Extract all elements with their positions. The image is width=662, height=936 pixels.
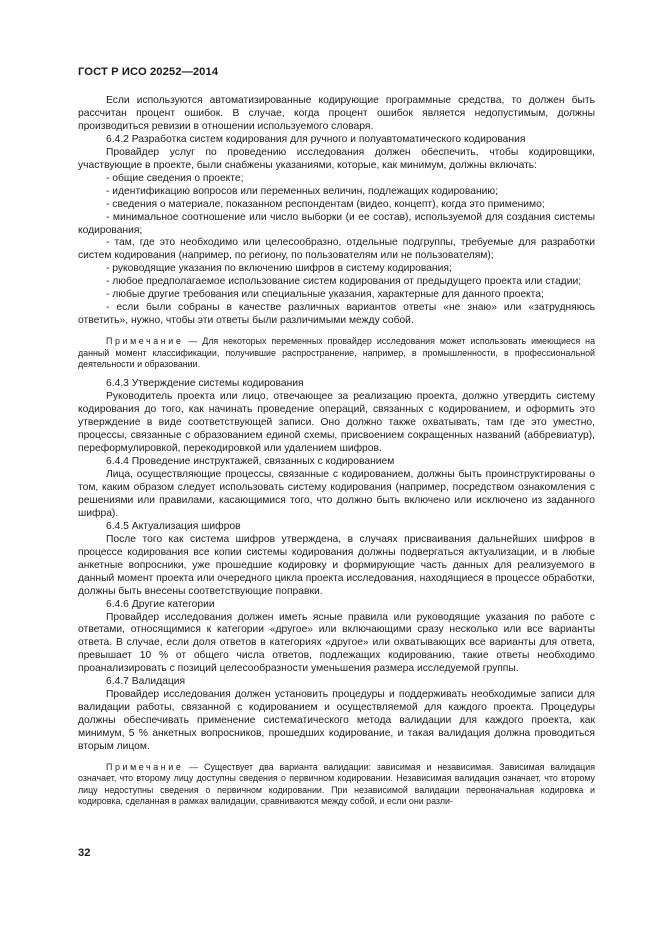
- note-text: Существует два варианта валидации: зависимая и независимая. Зависимая валидация означает, что второму лицу доступны сведения о первичном кодировании. Независимая валидация означает, что второму лицу недоступны сведения о первичном кодировании. При независимой валидации первоначальная кодировка и кодировка, сделанная в рамках валидации, сравниваются между собой, и если они разли-: [78, 762, 596, 807]
- paragraph: После того как система шифров утверждена, в случаях присваивания дальнейших шифров в процессе кодирования все копии системы кодирования должны подвергаться актуализации, и в любые анкетные вопросники, уже прошедшие кодировку и формирующие часть данных для реализуемого в данный момент проекта или очередного цикла проекта исследования, находящиеся в процессе обработки, должны быть внесены соответствующие поправки.: [78, 533, 595, 597]
- note-label: Примечание: [106, 762, 184, 773]
- paragraph: Руководитель проекта или лицо, отвечающее за реализацию проекта, должно утвердить систему кодирования до того, как начинать проведение операций, связанных с кодированием, и оформить это утверждение в виде соответствующей записи. Оно должно также охватывать, там где это уместно, процессы, связанные с образованием единой схемы, присвоением сокращенных названий (аббревиатур), переформулировкой, перекодировкой или удалением шифров.: [78, 391, 595, 455]
- paragraph: Если используются автоматизированные кодирующие программные средства, то должен быть рассчитан процент ошибок. В случае, когда процент ошибок является недопустимым, должны производиться ревизии в отношении используемого словаря.: [78, 95, 595, 132]
- list-item: - любые другие требования или специальные указания, характерные для данного проекта;: [106, 289, 544, 301]
- paragraph: Провайдер исследования должен установить процедуры и поддерживать необходимые записи для валидации работы, связанной с кодированием и осуществляемой для каждого проекта. Процедуры должны обеспечивать применение систематического метода валидации для каждого проекта, как минимум, 5 % анкетных вопросников, прошедших кодирование, и такая валидация должна проводиться вторым лицом.: [78, 689, 595, 753]
- page-number: 32: [78, 847, 91, 859]
- list-item: - сведения о материале, показанном респондентам (видео, концепт), когда это применимо;: [106, 198, 545, 210]
- section-heading: 6.4.2 Разработка систем кодирования для ручного и полуавтоматического кодирования: [106, 133, 526, 145]
- note-dash: —: [188, 336, 198, 347]
- note-dash: —: [189, 762, 199, 773]
- paragraph: Провайдер услуг по проведению исследования должен обеспечить, чтобы кодировщики, участвующие в проекте, были снабжены указаниями, которые, как минимум, должны включать:: [78, 146, 595, 171]
- note: [78, 336, 595, 370]
- document-header: ГОСТ Р ИСО 20252—2014: [78, 66, 219, 78]
- section-heading: 6.4.3 Утверждение системы кодирования: [106, 378, 304, 390]
- note-label: Примечание: [106, 336, 184, 347]
- list-item: - минимальное соотношение или число выборки (и ее состав), используемой для создания системы кодирования;: [78, 211, 595, 236]
- paragraph: Провайдер исследования должен иметь ясные правила или руководящие указания по работе с ответами, относящимися к категории «другое» или включающими сразу несколько или все варианты ответа. В случае, если доля ответов в категориях «другое» или охватывающих все варианты для ответа, превышает 10 % от общего числа ответов, подлежащих кодированию, такие ответы необходимо проанализировать с позиций целесообразности уменьшения размера исследуемой группы.: [78, 611, 595, 675]
- list-item: - там, где это необходимо или целесообразно, отдельные подгруппы, требуемые для разработки систем кодирования (например, по региону, по пользователям или не пользователям);: [78, 237, 595, 262]
- section-heading: 6.4.4 Проведение инструктажей, связанных с кодированием: [106, 456, 395, 468]
- section-heading: 6.4.5 Актуализация шифров: [106, 520, 241, 532]
- document-body: [78, 95, 595, 808]
- paragraph: Лица, осуществляющие процессы, связанные с кодированием, должны быть проинструктированы о том, каким образом следует использовать систему кодирования (например, посредством ознакомления с решениями или правилами, касающимися того, что должно быть включено или исключено из заданного шифра).: [78, 469, 595, 519]
- list-item: - если были собраны в качестве различных вариантов ответы «не знаю» или «затрудняюсь ответить», нужно, чтобы эти ответы были различимыми между собой.: [78, 302, 595, 327]
- note: [78, 762, 595, 808]
- list-item: - общие сведения о проекте;: [106, 172, 244, 184]
- section-heading: 6.4.7 Валидация: [106, 676, 186, 688]
- note-text: Для некоторых переменных провайдер исследования может использовать имеющиеся на данный момент классификации, получившие распространение, например, в промышленности, в профессиональной деятельности и образовании.: [78, 336, 596, 369]
- list-item: - руководящие указания по включению шифров в систему кодирования;: [106, 263, 452, 275]
- section-heading: 6.4.6 Другие категории: [106, 598, 215, 610]
- list-item: - идентификацию вопросов или переменных величин, подлежащих кодированию;: [106, 185, 499, 197]
- list-item: - любое предполагаемое использование систем кодирования от предыдущего проекта или стадии;: [106, 276, 582, 288]
